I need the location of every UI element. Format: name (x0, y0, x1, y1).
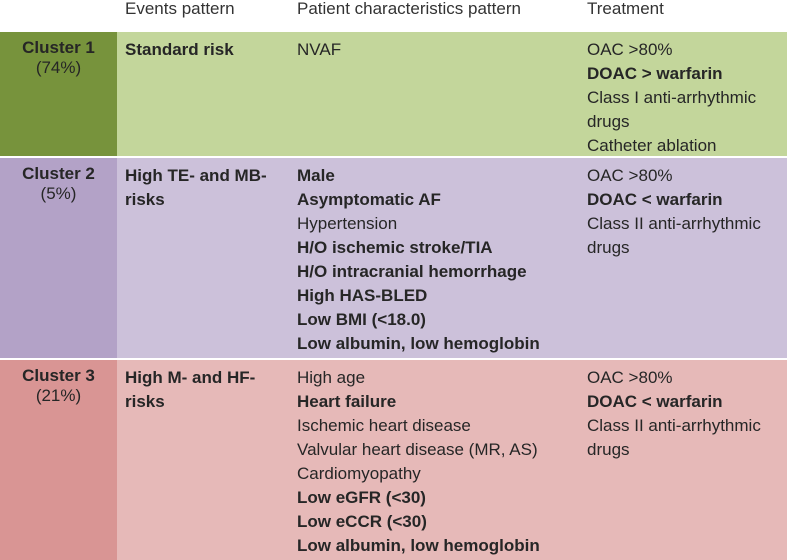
list-item: H/O ischemic stroke/TIA (297, 238, 493, 257)
cluster-body (117, 32, 787, 156)
patient-characteristics (297, 164, 582, 356)
cluster-row-3 (0, 360, 787, 560)
list-item: drugs (587, 112, 630, 131)
list-item: Low eGFR (<30) (297, 488, 426, 507)
list-item: Low eCCR (<30) (297, 512, 427, 531)
treatment-list (587, 38, 787, 158)
header-treatment: Treatment (587, 0, 664, 18)
list-item: Heart failure (297, 392, 397, 411)
cluster-row-2 (0, 158, 787, 358)
cluster-body (117, 158, 787, 358)
list-item: Hypertension (297, 214, 398, 233)
list-item: DOAC > warfarin (587, 64, 723, 83)
cluster-label (0, 32, 117, 156)
list-item: High age (297, 368, 366, 387)
table-header (0, 0, 787, 32)
patient-characteristics (297, 366, 582, 558)
header-patient: Patient characteristics pattern (297, 0, 521, 18)
list-item: Low BMI (<18.0) (297, 310, 426, 329)
list-item: Male (297, 166, 335, 185)
events-pattern: High M- and HF-risks (125, 368, 256, 411)
treatment-list (587, 366, 787, 462)
cluster-body (117, 360, 787, 560)
list-item: Cardiomyopathy (297, 464, 421, 483)
patient-characteristics (297, 38, 582, 62)
events-pattern: Standard risk (125, 40, 234, 59)
list-item: Low albumin, low hemoglobin (297, 334, 540, 353)
events-pattern: High TE- and MB-risks (125, 166, 267, 209)
list-item: Valvular heart disease (MR, AS) (297, 440, 538, 459)
list-item: Asymptomatic AF (297, 190, 441, 209)
list-item: H/O intracranial hemorrhage (297, 262, 527, 281)
list-item: Catheter ablation (587, 136, 717, 155)
cluster-percentage: (21%) (35, 386, 82, 405)
list-item: Class II anti-arrhythmic (587, 416, 761, 435)
list-item: NVAF (297, 40, 342, 59)
list-item: Class I anti-arrhythmic (587, 88, 757, 107)
list-item: OAC >80% (587, 166, 673, 185)
list-item: Low albumin, low hemoglobin (297, 536, 540, 555)
list-item: High HAS-BLED (297, 286, 428, 305)
list-item: drugs (587, 238, 630, 257)
list-item: DOAC < warfarin (587, 190, 723, 209)
list-item: Ischemic heart disease (297, 416, 471, 435)
list-item: DOAC < warfarin (587, 392, 723, 411)
treatment-list (587, 164, 787, 260)
cluster-name: Cluster 2 (22, 164, 95, 183)
cluster-label (0, 158, 117, 358)
cluster-percentage: (74%) (35, 58, 82, 77)
list-item: drugs (587, 440, 630, 459)
cluster-label (0, 360, 117, 560)
list-item: OAC >80% (587, 368, 673, 387)
cluster-row-1 (0, 32, 787, 156)
cluster-name: Cluster 1 (22, 38, 95, 57)
cluster-percentage: (5%) (40, 184, 77, 203)
list-item: OAC >80% (587, 40, 673, 59)
list-item: Class II anti-arrhythmic (587, 214, 761, 233)
header-events: Events pattern (125, 0, 235, 18)
cluster-name: Cluster 3 (22, 366, 95, 385)
